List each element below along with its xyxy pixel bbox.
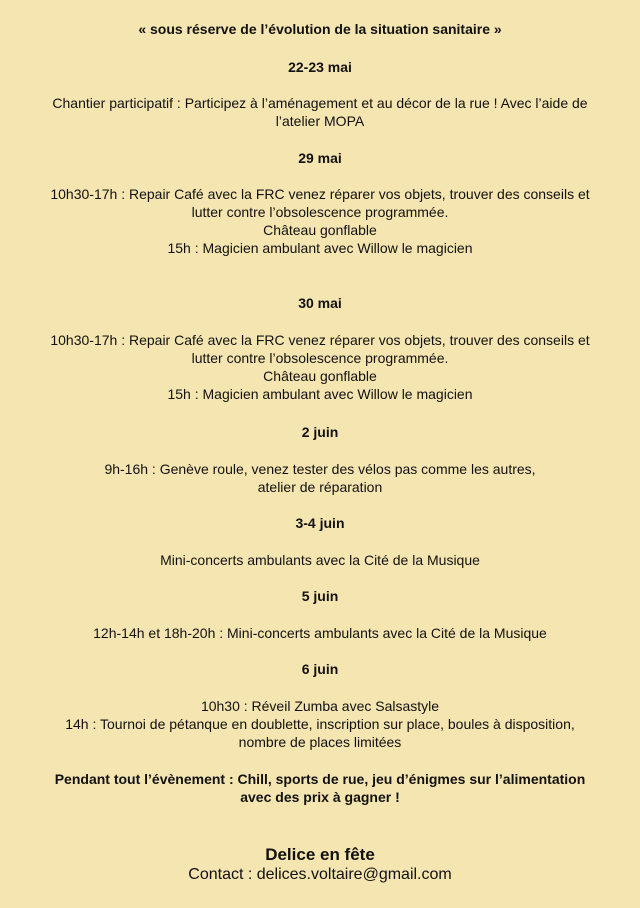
footer-title: Delice en fête <box>265 845 375 864</box>
event-line: Chantier participatif : Participez à l’aménagement et au décor de la rue ! Avec l’aide de <box>52 95 588 111</box>
date-heading: 2 juin <box>301 424 339 440</box>
event-line: lutter contre l’obsolescence programmée. <box>191 204 449 220</box>
date-heading: 5 juin <box>301 588 339 604</box>
event-line: l’atelier MOPA <box>275 113 365 129</box>
date-heading: 29 mai <box>298 150 342 166</box>
all-event-note: Pendant tout l’évènement : Chill, sports de rue, jeu d’énigmes sur l’alimentation <box>54 771 586 787</box>
event-line: 9h-16h : Genève roule, venez tester des vélos pas comme les autres, <box>104 461 536 477</box>
all-event-note: avec des prix à gagner ! <box>240 789 400 805</box>
event-line: 15h : Magicien ambulant avec Willow le magicien <box>167 386 473 402</box>
date-heading: 3-4 juin <box>295 515 345 531</box>
event-line: 10h30 : Réveil Zumba avec Salsastyle <box>200 698 440 714</box>
date-heading: 6 juin <box>301 661 339 677</box>
notice: « sous réserve de l’évolution de la situation sanitaire » <box>138 21 502 37</box>
event-line: atelier de réparation <box>257 479 383 495</box>
event-line: Mini-concerts ambulants avec la Cité de la Musique <box>160 552 480 568</box>
event-line: 15h : Magicien ambulant avec Willow le magicien <box>167 240 473 256</box>
event-line: Château gonflable <box>263 222 377 238</box>
event-line: 10h30-17h : Repair Café avec la FRC venez réparer vos objets, trouver des conseils et <box>50 186 590 202</box>
date-heading: 30 mai <box>298 295 342 311</box>
footer-contact: Contact : delices.voltaire@gmail.com <box>188 866 452 883</box>
event-line: Château gonflable <box>263 368 377 384</box>
date-heading: 22-23 mai <box>288 59 352 75</box>
event-line: 10h30-17h : Repair Café avec la FRC venez réparer vos objets, trouver des conseils et <box>50 332 590 348</box>
event-line: nombre de places limitées <box>238 734 402 750</box>
event-line: 14h : Tournoi de pétanque en doublette, inscription sur place, boules à disposition, <box>65 716 575 732</box>
event-line: lutter contre l’obsolescence programmée. <box>191 350 449 366</box>
event-line: 12h-14h et 18h-20h : Mini-concerts ambulants avec la Cité de la Musique <box>93 625 547 641</box>
